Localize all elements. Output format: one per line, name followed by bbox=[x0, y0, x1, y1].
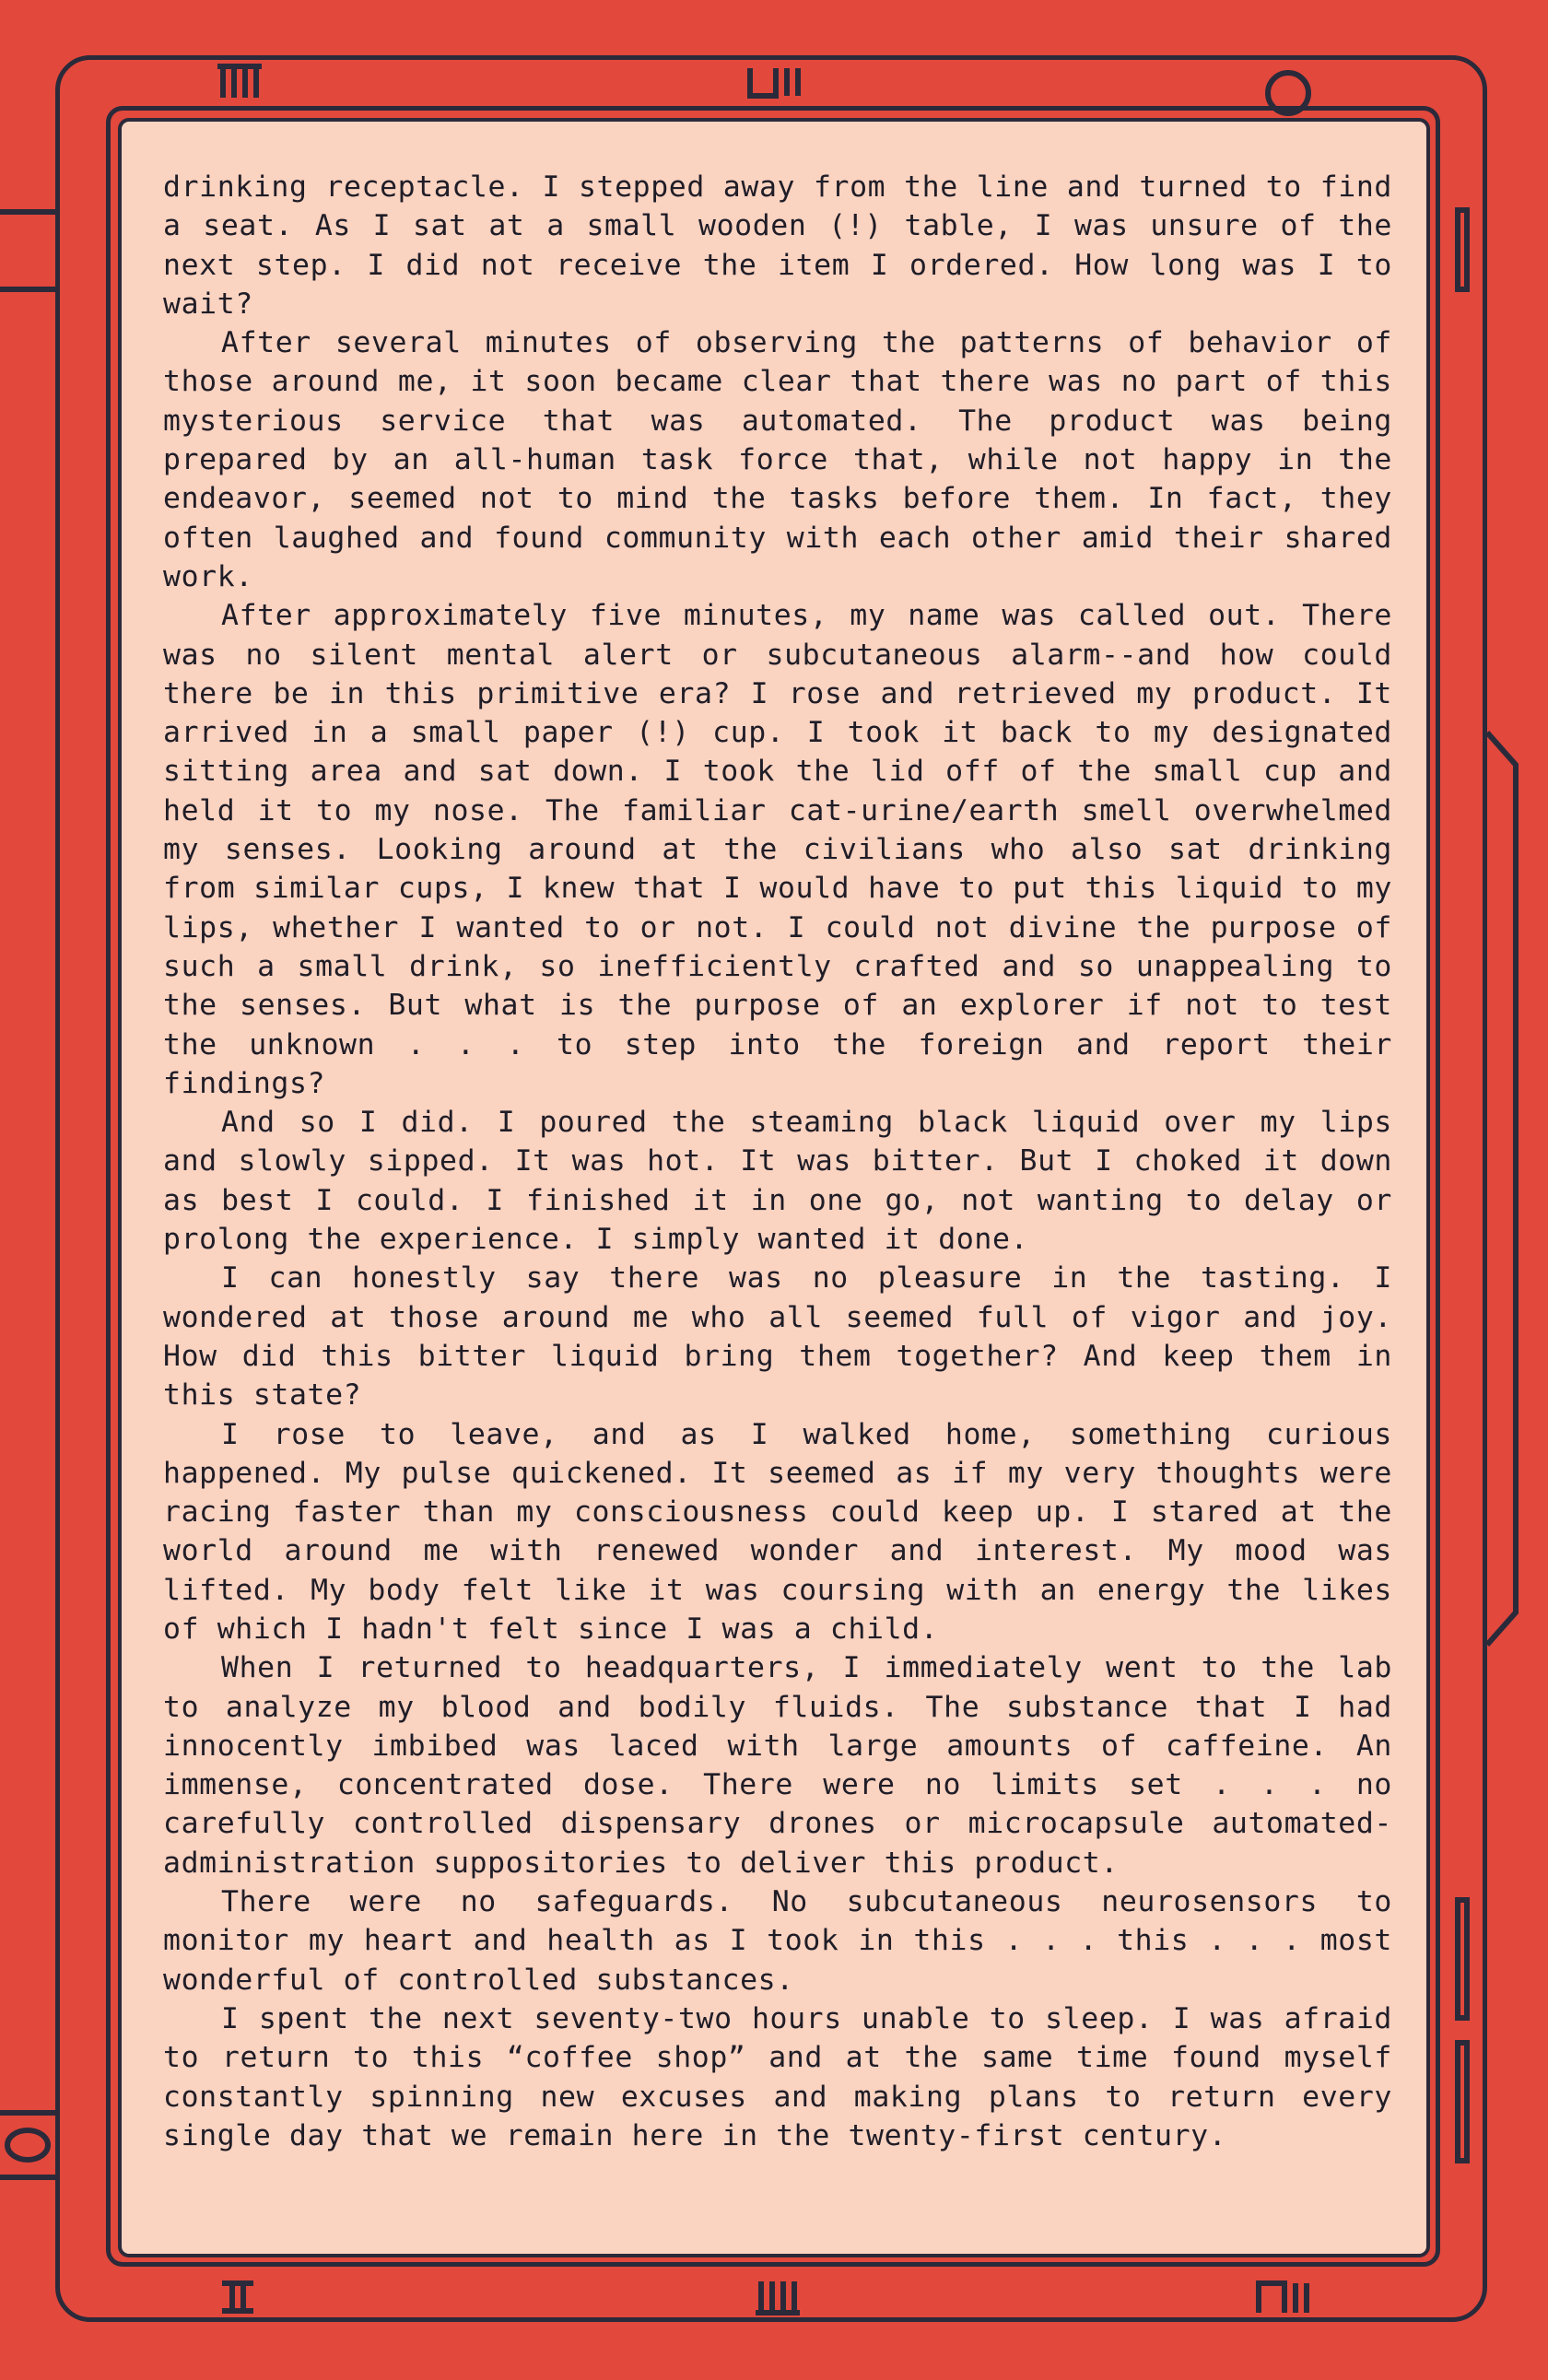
paragraph: There were no safeguards. No subcutaneous neurosensors to monitor my heart and health as I took in this . . . this . . . most wonderful of controlled substances. bbox=[163, 1885, 1392, 1997]
paragraph: I rose to leave, and as I walked home, something curious happened. My pulse quickened. It seemed as if my very thoughts were racing faster than my consciousness could keep up. I stared at the world around me with renewed wonder and interest. My mood was lifted. My body felt like it was coursing with an energy the likes of which I hadn't felt since I was a child. bbox=[163, 1417, 1392, 1646]
document-page bbox=[118, 118, 1430, 2257]
paragraph: drinking receptacle. I stepped away from the line and turned to find a seat. As I sat at a small wooden (!) table, I was unsure of the next step. I did not receive the item I ordered. How long was I to wait? bbox=[163, 170, 1392, 321]
paragraph: And so I did. I poured the steaming black liquid over my lips and slowly sipped. It was hot. It was bitter. But I choked it down as best I could. I finished it in one go, not wanting to delay or prolong the experience. I simply wanted it done. bbox=[163, 1106, 1392, 1257]
document-body bbox=[163, 168, 1392, 2155]
paragraph: When I returned to headquarters, I immediately went to the lab to analyze my blood and bodily fluids. The substance that I had innocently imbibed was laced with large amounts of caffeine. An immense, concentrated dose. There were no limits set . . . no carefully controlled dispensary drones or microcapsule automated-administration suppositories to deliver this product. bbox=[163, 1651, 1392, 1880]
paragraph: I spent the next seventy-two hours unable to sleep. I was afraid to return to this “coffee shop” and at the same time found myself constantly spinning new excuses and making plans to return every single day that we remain here in the twenty-first century. bbox=[163, 2001, 1392, 2152]
paragraph: After approximately five minutes, my name was called out. There was no silent mental alert or subcutaneous alarm--and how could there be in this primitive era? I rose and retrieved my product. It arrived in a small paper (!) cup. I took it back to my designated sitting area and sat down. I took the lid off of the small cup and held it to my nose. The familiar cat-urine/earth smell overwhelmed my senses. Looking around at the civilians who also sat drinking from similar cups, I knew that I would have to put this liquid to my lips, whether I wanted to or not. I could not divine the purpose of such a small drink, so inefficiently crafted and so unappealing to the senses. But what is the purpose of an explorer if not to test the unknown . . . to step into the foreign and report their findings? bbox=[163, 599, 1392, 1100]
paragraph: After several minutes of observing the patterns of behavior of those around me, it soon became clear that there was no part of this mysterious service that was automated. The product was being prepared by an all-human task force that, while not happy in the endeavor, seemed not to mind the tasks before them. In fact, they often laughed and found community with each other amid their shared work. bbox=[163, 326, 1392, 593]
paragraph: I can honestly say there was no pleasure in the tasting. I wondered at those around me who all seemed full of vigor and joy. How did this bitter liquid bring them together? And keep them in this state? bbox=[163, 1261, 1392, 1413]
